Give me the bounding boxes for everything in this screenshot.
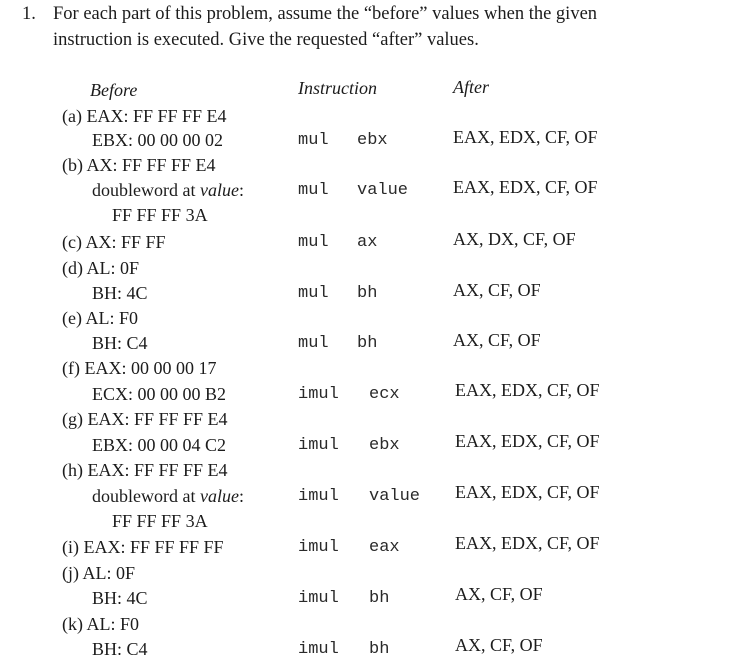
before-a-eax: (a) EAX: FF FF FF E4	[62, 106, 227, 126]
after-header: After	[453, 77, 489, 97]
before-c-ax: (c) AX: FF FF	[62, 232, 166, 252]
before-h-doubleword	[92, 486, 244, 507]
problem-number: 1.	[22, 4, 36, 24]
before-d-al: (d) AL: 0F	[62, 258, 140, 278]
instruction-op: mul	[298, 131, 329, 150]
after-values: AX, CF, OF	[455, 635, 543, 655]
before-h-value: FF FF FF 3A	[112, 511, 208, 531]
doubleword-label: doubleword at	[92, 180, 200, 200]
instruction-op: imul	[298, 538, 339, 557]
instruction-arg: bh	[369, 640, 390, 659]
value-word: value	[199, 486, 239, 506]
instruction-op: imul	[298, 640, 339, 659]
after-values: EAX, EDX, CF, OF	[455, 533, 600, 553]
instruction-op: imul	[298, 436, 339, 455]
after-values: EAX, EDX, CF, OF	[453, 127, 598, 147]
instruction-op: imul	[298, 385, 339, 404]
problem-text-line-1: For each part of this problem, assume the “before” values when the given	[53, 4, 598, 24]
after-values: AX, DX, CF, OF	[453, 229, 576, 249]
before-k-al: (k) AL: F0	[62, 614, 140, 634]
before-f-ecx: ECX: 00 00 00 B2	[92, 384, 227, 404]
before-g-ebx: EBX: 00 00 04 C2	[92, 435, 227, 455]
instruction-arg: value	[369, 487, 421, 506]
instruction-arg: ebx	[369, 436, 400, 455]
before-j-al: (j) AL: 0F	[62, 563, 136, 583]
before-e-al: (e) AL: F0	[62, 308, 138, 328]
doubleword-label: doubleword at	[92, 486, 200, 506]
instruction-header: Instruction	[298, 78, 377, 98]
before-g-eax: (g) EAX: FF FF FF E4	[62, 409, 228, 429]
before-b-value: FF FF FF 3A	[112, 205, 208, 225]
before-i-eax: (i) EAX: FF FF FF FF	[62, 537, 224, 557]
before-d-bh: BH: 4C	[92, 283, 148, 303]
before-header: Before	[90, 80, 138, 100]
after-values: EAX, EDX, CF, OF	[455, 431, 600, 451]
instruction-op: imul	[298, 487, 339, 506]
colon: :	[238, 180, 244, 200]
after-values: EAX, EDX, CF, OF	[455, 482, 600, 502]
before-k-bh: BH: C4	[92, 639, 148, 659]
after-values: AX, CF, OF	[455, 584, 543, 604]
value-word: value	[199, 180, 239, 200]
instruction-op: mul	[298, 233, 329, 252]
instruction-op: imul	[298, 589, 339, 608]
instruction-arg: ebx	[357, 131, 388, 150]
before-h-eax: (h) EAX: FF FF FF E4	[62, 460, 228, 480]
after-values: AX, CF, OF	[453, 280, 541, 300]
instruction-op: mul	[298, 181, 329, 200]
instruction-arg: eax	[369, 538, 400, 557]
problem-text-line-2: instruction is executed. Give the requested “after” values.	[53, 30, 479, 50]
instruction-arg: ecx	[369, 385, 400, 404]
instruction-op: mul	[298, 334, 329, 353]
instruction-arg: bh	[357, 284, 378, 303]
before-j-bh: BH: 4C	[92, 588, 148, 608]
before-b-doubleword	[92, 180, 244, 201]
colon: :	[238, 486, 244, 506]
instruction-arg: bh	[357, 334, 378, 353]
before-f-eax: (f) EAX: 00 00 00 17	[62, 358, 217, 378]
before-b-ax: (b) AX: FF FF FF E4	[62, 155, 216, 175]
instruction-arg: bh	[369, 589, 390, 608]
instruction-arg: ax	[357, 233, 378, 252]
instruction-arg: value	[357, 181, 409, 200]
after-values: AX, CF, OF	[453, 330, 541, 350]
instruction-op: mul	[298, 284, 329, 303]
before-e-bh: BH: C4	[92, 333, 148, 353]
after-values: EAX, EDX, CF, OF	[453, 177, 598, 197]
before-a-ebx: EBX: 00 00 00 02	[92, 130, 224, 150]
after-values: EAX, EDX, CF, OF	[455, 380, 600, 400]
